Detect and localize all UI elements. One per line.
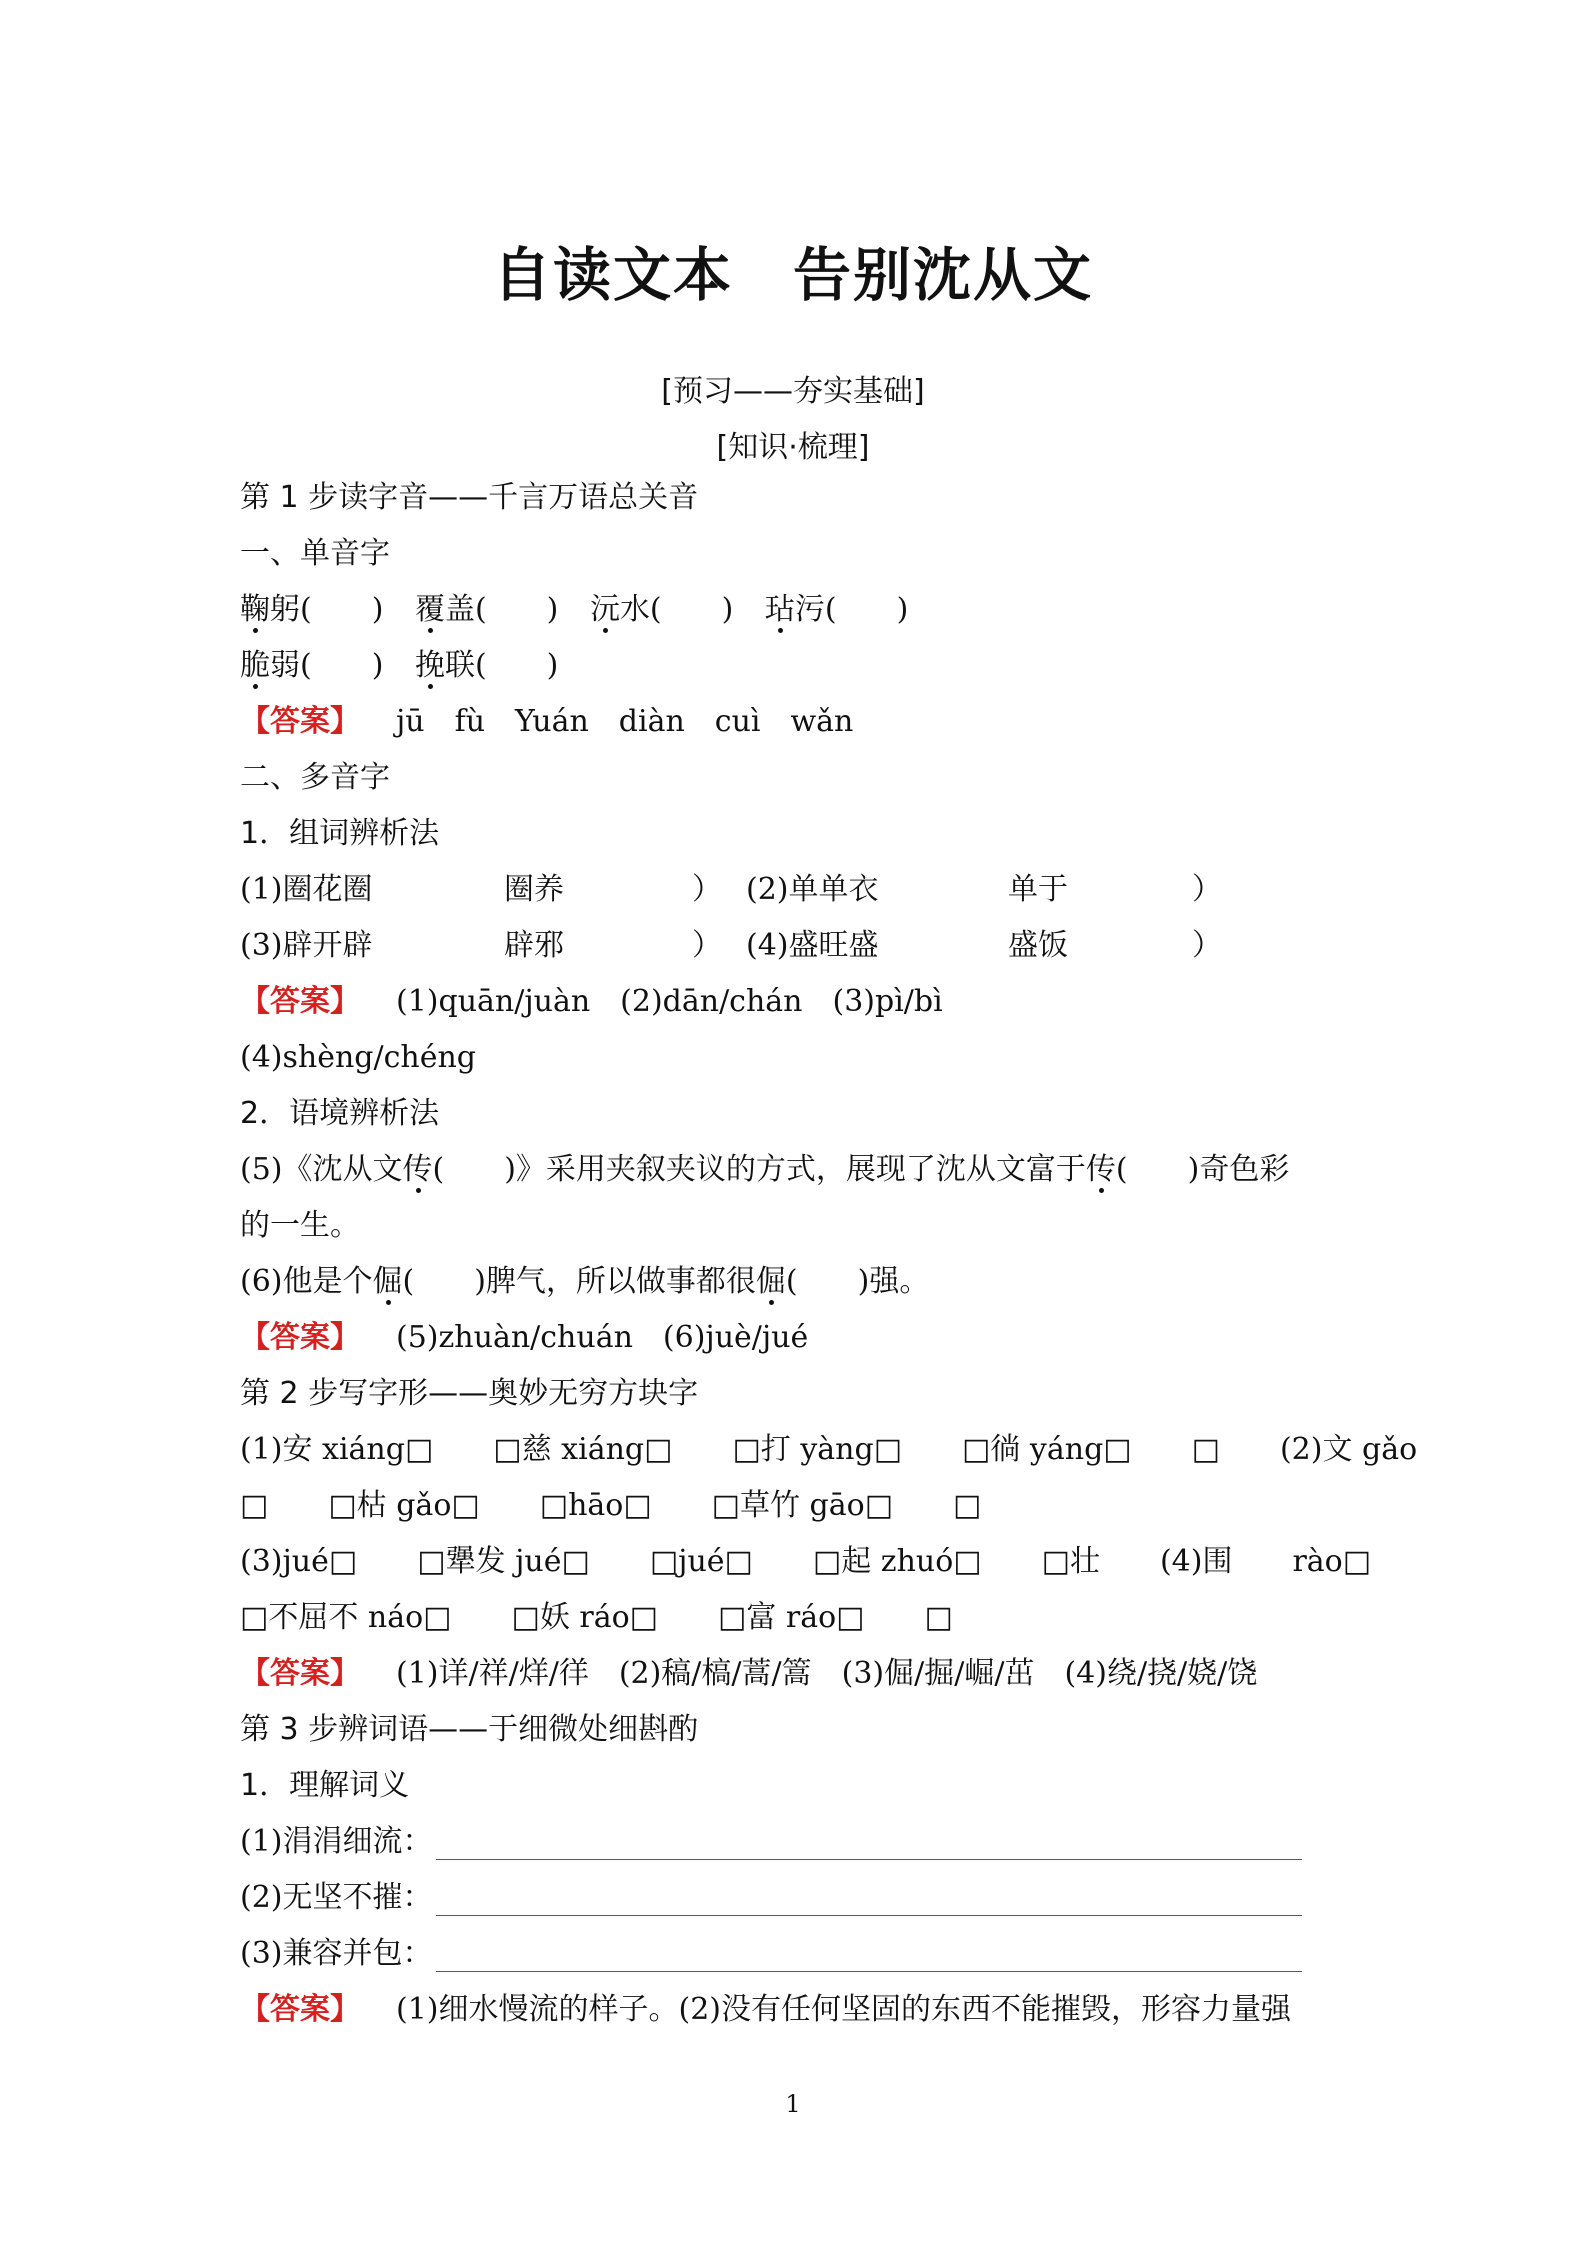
dotted-char: 传 xyxy=(1085,1152,1116,1187)
answer-continuation: (4)shèng/chéng xyxy=(240,1040,477,1075)
step2-row-2: □ □枯 gǎo□ □hāo□ □草竹 gāo□ □ xyxy=(240,1488,982,1523)
word-item: 鞠躬( ) xyxy=(240,592,384,627)
question-6: (6)他是个倔( )脾气，所以做事都很倔( )强。 xyxy=(240,1264,930,1299)
dotted-char: 挽 xyxy=(414,648,445,683)
dotted-char: 玷 xyxy=(764,592,795,627)
step1-heading: 第 1 步读字音——千言万语总关音 xyxy=(240,480,699,515)
word-item: 脆弱( ) xyxy=(240,648,384,683)
answer-label: 【答案】 xyxy=(240,1992,360,2027)
answer-blank-line[interactable] xyxy=(436,1971,1302,1972)
word-item: 沅水( ) xyxy=(589,592,734,627)
single-sound-row-1 xyxy=(240,590,908,630)
preview-heading: [预习——夯实基础] xyxy=(661,374,925,409)
answer-blank-line[interactable] xyxy=(436,1915,1302,1916)
single-sound-row-2 xyxy=(240,646,558,686)
vocab-item-label: (2)无坚不摧： xyxy=(240,1880,433,1915)
step2-row-4: □不屈不 náo□ □妖 ráo□ □富 ráo□ □ xyxy=(240,1600,953,1635)
dotted-char: 脆 xyxy=(240,648,270,683)
dotted-char: 沅 xyxy=(589,592,620,627)
question-5-continuation: 的一生。 xyxy=(240,1208,360,1243)
answer-line xyxy=(240,1654,1257,1694)
answer-label: 【答案】 xyxy=(240,704,360,739)
answer-blank-line[interactable] xyxy=(436,1859,1302,1860)
answer-text: (1)细水慢流的样子。(2)没有任何坚固的东西不能摧毁，形容力量强 xyxy=(396,1992,1291,2027)
method-1-heading: 1．组词辨析法 xyxy=(240,816,440,851)
dotted-char: 覆 xyxy=(414,592,445,627)
single-sound-heading: 一、单音字 xyxy=(240,536,390,571)
vocab-item-label: (1)涓涓细流： xyxy=(240,1824,433,1859)
answer-label: 【答案】 xyxy=(240,984,360,1019)
dotted-char: 传 xyxy=(402,1152,433,1187)
answer-line xyxy=(240,1990,1291,2030)
answer-line xyxy=(240,982,943,1022)
step2-row-1: (1)安 xiáng□ □慈 xiáng□ □打 yàng□ □徜 yáng□ □ (2)文 gǎo xyxy=(240,1432,1418,1467)
answer-text: (1)quān/juàn (2)dān/chán (3)pì/bì xyxy=(396,984,943,1019)
method-2-heading: 2．语境辨析法 xyxy=(240,1096,440,1131)
answer-label: 【答案】 xyxy=(240,1656,360,1691)
answer-text: jū fù Yuán diàn cuì wǎn xyxy=(396,704,854,739)
word-item: 挽联( ) xyxy=(414,648,559,683)
understand-meaning-heading: 1．理解词义 xyxy=(240,1768,410,1803)
knowledge-heading: [知识·梳理] xyxy=(716,430,870,465)
dotted-char: 倔 xyxy=(372,1264,403,1299)
word-item: 覆盖( ) xyxy=(414,592,559,627)
multi-sound-heading: 二、多音字 xyxy=(240,760,390,795)
answer-text: (5)zhuàn/chuán (6)juè/jué xyxy=(396,1320,809,1355)
step2-row-3: (3)jué□ □犟发 jué□ □jué□ □起 zhuó□ □壮 (4)围 rào□ xyxy=(240,1544,1372,1579)
answer-line xyxy=(240,1318,808,1358)
word-item: 玷污( ) xyxy=(764,592,909,627)
step2-heading: 第 2 步写字形——奥妙无穷方块字 xyxy=(240,1376,699,1411)
dotted-char: 鞠 xyxy=(240,592,270,627)
page-title: 自读文本 告别沈从文 xyxy=(492,241,1093,309)
vocab-item-label: (3)兼容并包： xyxy=(240,1936,433,1971)
dotted-char: 倔 xyxy=(755,1264,786,1299)
answer-line xyxy=(240,702,853,742)
answer-label: 【答案】 xyxy=(240,1320,360,1355)
page-number: 1 xyxy=(785,2090,801,2118)
step3-heading: 第 3 步辨词语——于细微处细斟酌 xyxy=(240,1712,699,1747)
question-5: (5)《沈从文传( )》采用夹叙夹议的方式，展现了沈从文富于传( )奇色彩 xyxy=(240,1152,1290,1187)
answer-text: (1)详/祥/烊/徉 (2)稿/槁/蒿/篙 (3)倔/掘/崛/茁 (4)绕/挠/娆/饶 xyxy=(396,1656,1258,1691)
